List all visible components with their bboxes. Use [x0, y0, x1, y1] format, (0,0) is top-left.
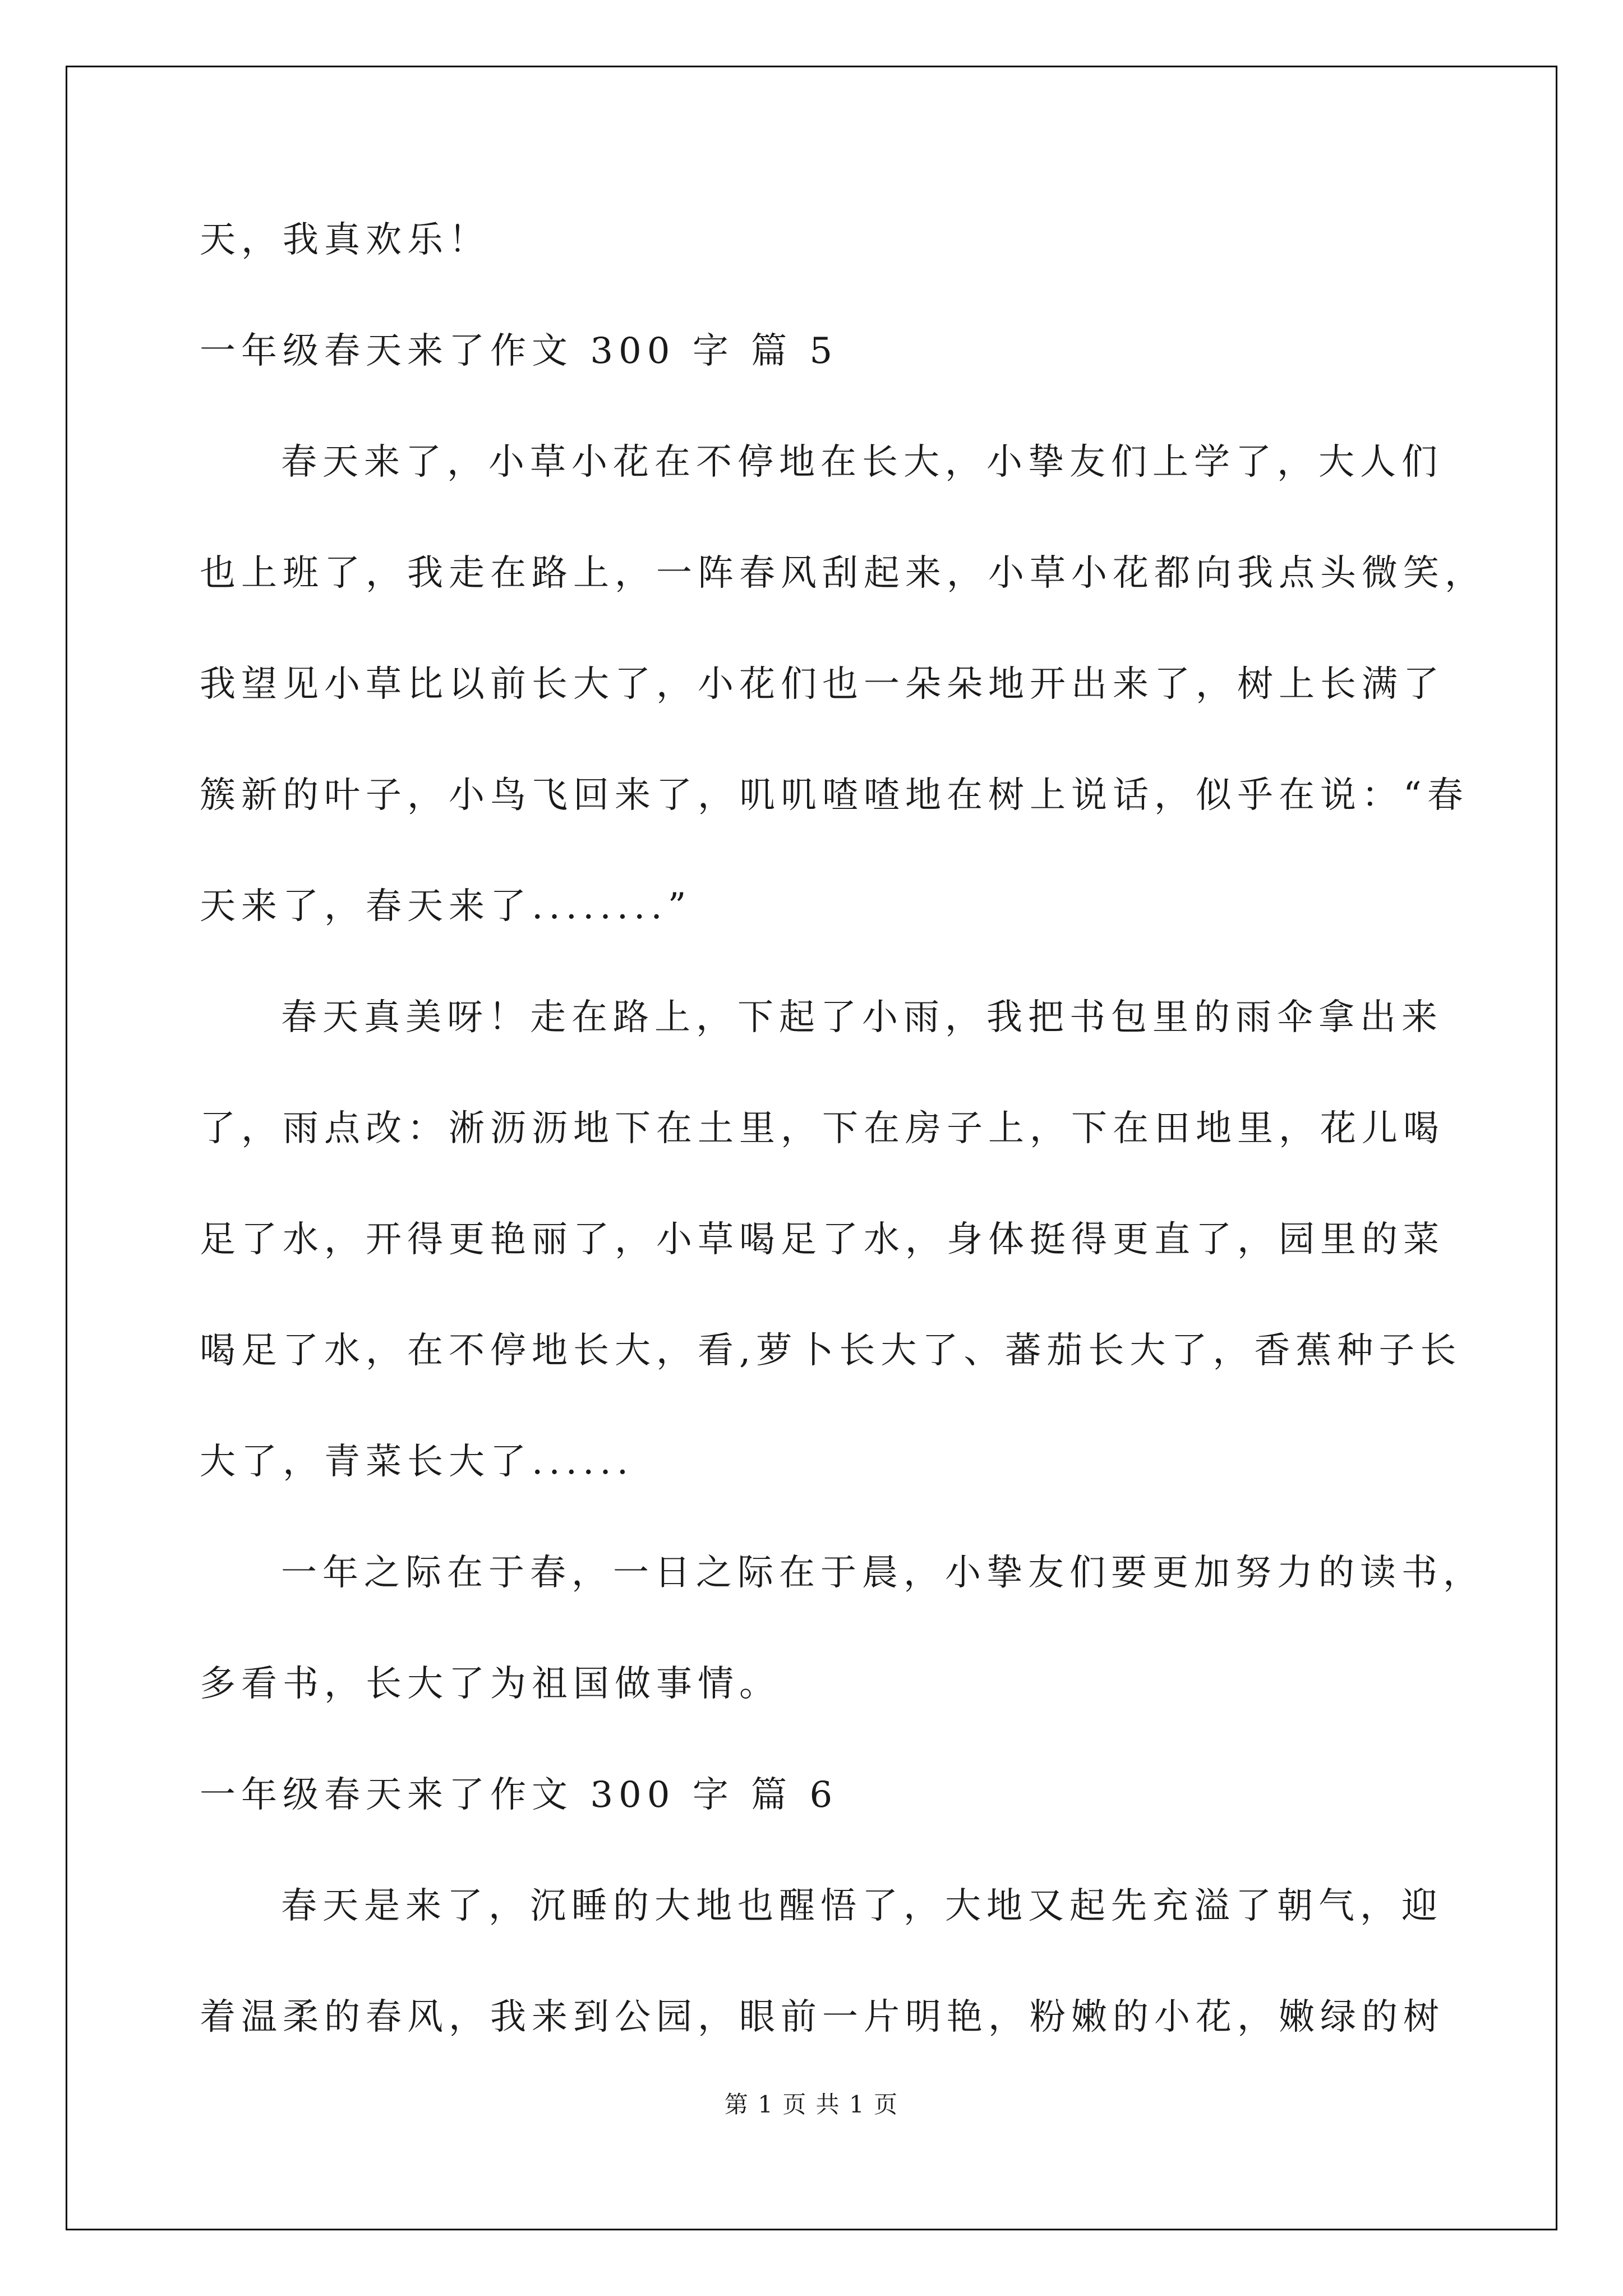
section-heading: 一年级春天来了作文 300 字 篇 5: [200, 330, 838, 372]
section-heading: 一年级春天来了作文 300 字 篇 6: [200, 1774, 838, 1816]
paragraph-line: 春天真美呀！走在路上，下起了小雨，我把书包里的雨伞拿出来: [281, 997, 1443, 1038]
paragraph-line: 着温柔的春风，我来到公园，眼前一片明艳，粉嫩的小花，嫩绿的树: [200, 1996, 1445, 2038]
paragraph-line: 了，雨点改：淅沥沥地下在土里，下在房子上，下在田地里，花儿喝: [200, 1108, 1445, 1149]
paragraph-line: 也上班了，我走在路上，一阵春风刮起来，小草小花都向我点头微笑，: [200, 553, 1486, 594]
text-line: 天，我真欢乐！: [200, 219, 490, 261]
paragraph-line: 大了，青菜长大了......: [200, 1441, 634, 1483]
page-footer: 第 1 页 共 1 页: [724, 2091, 899, 2118]
paragraph-line: 喝足了水，在不停地长大，看,萝卜长大了、蕃茄长大了，香蕉种子长: [200, 1330, 1462, 1372]
paragraph-line: 一年之际在于春，一日之际在于晨，小挚友们要更加努力的读书，: [281, 1552, 1484, 1594]
paragraph-line: 春天来了，小草小花在不停地在长大，小挚友们上学了，大人们: [281, 441, 1443, 483]
paragraph-line: 我望见小草比以前长大了，小花们也一朵朵地开出来了，树上长满了: [200, 664, 1445, 705]
paragraph-line: 春天是来了，沉睡的大地也醒悟了，大地又起先充溢了朝气，迎: [281, 1885, 1443, 1927]
paragraph-line: 天来了，春天来了........”: [200, 886, 692, 927]
paragraph-line: 簇新的叶子，小鸟飞回来了，叽叽喳喳地在树上说话，似乎在说：“春: [200, 775, 1469, 816]
paragraph-line: 足了水，开得更艳丽了，小草喝足了水，身体挺得更直了，园里的菜: [200, 1219, 1445, 1260]
paragraph-line: 多看书，长大了为祖国做事情。: [200, 1663, 781, 1705]
